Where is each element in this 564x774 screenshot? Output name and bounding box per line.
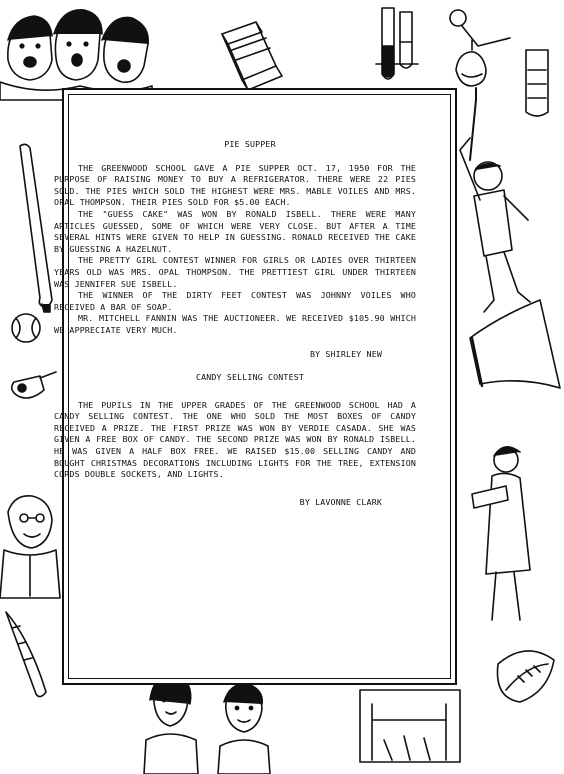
- article-paragraph: THE PRETTY GIRL CONTEST WINNER FOR GIRLS OR LADIES OVER THIRTEEN YEARS OLD WAS MRS. OPAL THOMPSON. THE PRETTIEST GIRL UNDER THIRTEEN WAS JENNIFER SUE ISBELL.: [54, 255, 416, 289]
- girl-face-icon: [144, 674, 198, 774]
- test-tubes-icon: [376, 8, 418, 79]
- boy-face-icon: [218, 684, 270, 774]
- books-icon: [222, 22, 282, 90]
- teacher-icon: [0, 496, 60, 598]
- article-paragraph: THE "GUESS CAKE" WAS WON BY RONALD ISBELL. THERE WERE MANY ARTICLES GUESSED, SOME OF WHICH WERE VERY CLOSE. BUT AFTER A TIME SEVERAL HINTS WERE GIVEN TO HELP IN GUESSING. RONALD RECEIVED THE CAKE BY GUESSING A HAZELNUT.: [54, 208, 416, 254]
- article-paragraph: THE GREENWOOD SCHOOL GAVE A PIE SUPPER OCT. 17, 1950 FOR THE PURPOSE OF RAISING MONEY TO BUY A REFRIGERATOR. THERE WERE 22 PIES SOLD. THE PIES WHICH SOLD THE HIGHEST WERE MRS. MABLE VOILES AND MRS. OPAL THOMPSON. THEIR PIES SOLD FOR $5.00 EACH.: [54, 162, 416, 208]
- byline-lavonne-clark: BY LAVONNE CLARK: [299, 496, 382, 507]
- pennant-icon: [470, 300, 560, 388]
- singing-kids-icon: [0, 10, 152, 100]
- article-paragraph: THE WINNER OF THE DIRTY FEET CONTEST WAS JOHNNY VOILES WHO RECEIVED A BAR OF SOAP.: [54, 290, 416, 312]
- article-paragraph: MR. MITCHELL FANNIN WAS THE AUCTIONEER. WE RECEIVED $105.90 WHICH WE APPRECIATE VERY MUCH.: [54, 313, 416, 335]
- article-paragraph: THE PUPILS IN THE UPPER GRADES OF THE GREENWOOD SCHOOL HAD A CANDY SELLING CONTEST. THE ONE WHO SOLD THE MOST BOXES OF CANDY RECEIVED A PRIZE. THE FIRST PRIZE WAS WON BY VERDIE CASADA. SHE WAS GIVEN A FREE BOX OF CANDY. THE SECOND PRIZE WAS WON BY RONALD ISBELL. HE WAS GIVEN A HALF BOX FREE. WE RAISED $15.00 SELLING CANDY AND BOUGHT CHRISTMAS DECORATIONS INCLUDING LIGHTS FOR THE TREE, EXTENSION CORDS DOUBLE SOCKETS, AND LIGHTS.: [54, 399, 416, 480]
- baseball-icon: [12, 314, 40, 342]
- quill-pen-icon: [6, 612, 46, 697]
- baseball-bat-icon: [20, 144, 52, 312]
- football-goal-icon: [360, 690, 460, 762]
- girl-with-books-icon: [472, 447, 530, 620]
- article-title-pie-supper: PIE SUPPER: [224, 139, 276, 149]
- boy-climbing-icon: [460, 88, 530, 312]
- lab-flask-icon: [450, 10, 510, 86]
- byline-shirley-new: BY SHIRLEY NEW: [309, 348, 382, 359]
- whistle-icon: [12, 372, 56, 398]
- article-title-candy-selling: CANDY SELLING CONTEST: [195, 372, 305, 383]
- beaker-icon: [526, 50, 548, 116]
- newsletter-content: [54, 139, 416, 508]
- football-icon: [497, 651, 554, 702]
